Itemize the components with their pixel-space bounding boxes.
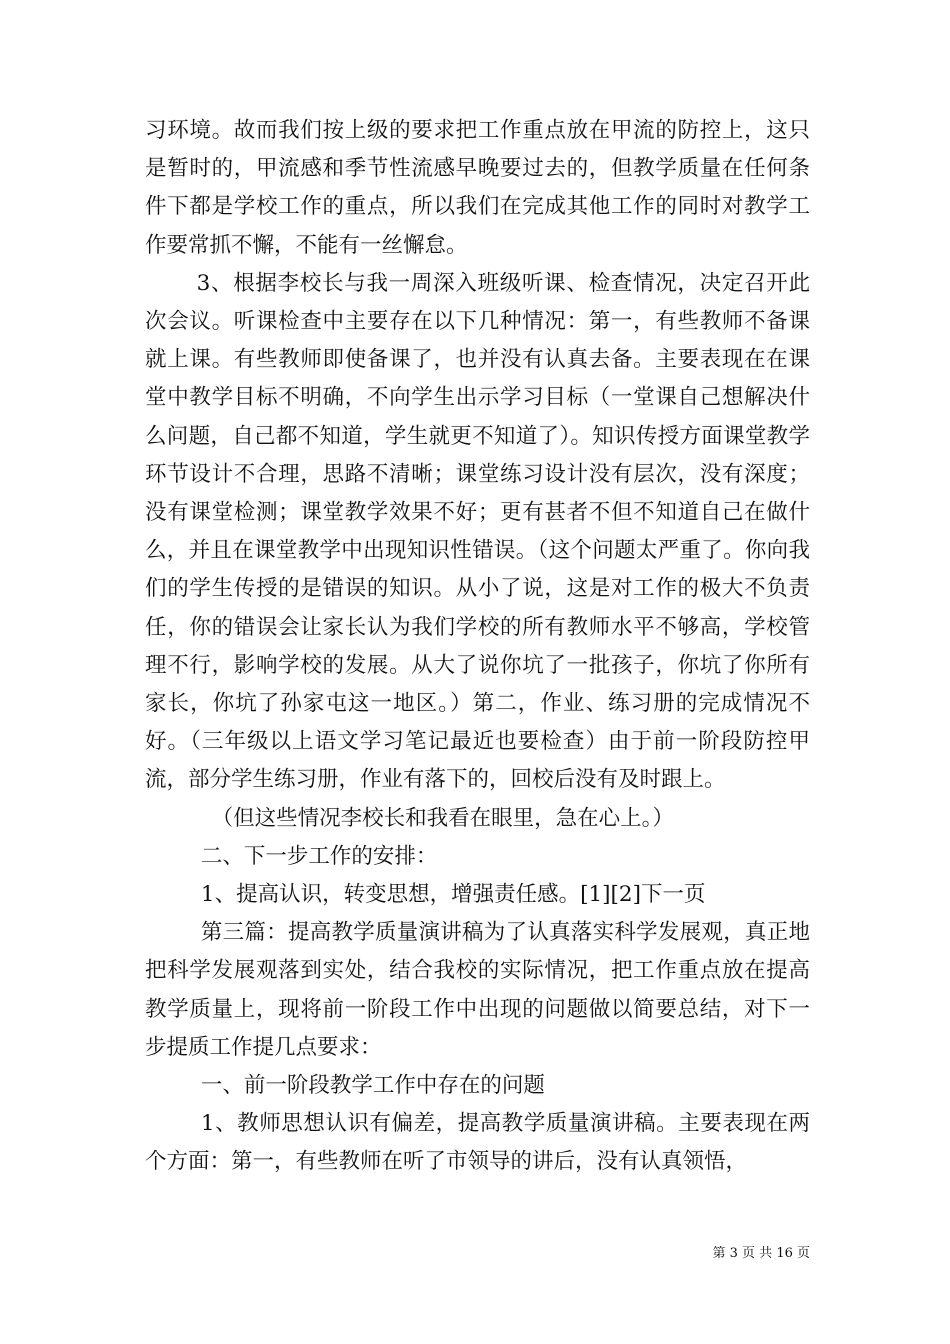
paragraph: 3、根据李校长与我一周深入班级听课、检查情况，决定召开此次会议。听课检查中主要存在以下几种情况：第一，有些教师不备课就上课。有些教师即使备课了，也并没有认真去备。主要表现在在课堂中教学目标不明确，不向学生出示学习目标（一堂课自己想解决什么问题，自己都不知道，学生就更不知道了）。知识传授方面课堂教学环节设计不合理，思路不清晰；课堂练习设计没有层次，没有深度；没有课堂检测；课堂教学效果不好；更有甚者不但不知道自己在做什么，并且在课堂教学中出现知识性错误。（这个问题太严重了。你向我们的学生传授的是错误的知识。从小了说，这是对工作的极大不负责任，你的错误会让家长认为我们学校的所有教师水平不够高，学校管理不行，影响学校的发展。从大了说你坑了一批孩子，你坑了你所有家长，你坑了孙家屯这一地区。）第二，作业、练习册的完成情况不好。（三年级以上语文学习笔记最近也要检查）由于前一阶段防控甲流，部分学生练习册，作业有落下的，回校后没有及时跟上。 (145, 270, 810, 793)
page-number-footer: 第 3 页 共 16 页 (712, 1246, 810, 1261)
paragraph: 1、提高认识，转变思想，增强责任感。[1][2]下一页 (200, 882, 706, 908)
paragraph: 习环境。故而我们按上级的要求把工作重点放在甲流的防控上，这只是暂时的，甲流感和季节性流感早晚要过去的，但教学质量在任何条件下都是学校工作的重点，所以我们在完成其他工作的同时对教学工作要常抓不懈，不能有一丝懈怠。 (145, 118, 810, 258)
paragraph: （但这些情况李校长和我看在眼里，急在心上。） (211, 805, 674, 831)
paragraph: 一、前一阶段教学工作中存在的问题 (200, 1073, 545, 1099)
document-body (145, 112, 810, 1182)
paragraph: 第三篇：提高教学质量演讲稿为了认真落实科学发展观，真正地把科学发展观落到实处，结合我校的实际情况，把工作重点放在提高教学质量上，现将前一阶段工作中出现的问题做以简要总结，对下一步提质工作提几点要求： (145, 920, 810, 1060)
paragraph: 二、下一步工作的安排： (200, 843, 438, 869)
paragraph: 1、教师思想认识有偏差，提高教学质量演讲稿。主要表现在两个方面：第一，有些教师在听了市领导的讲后，没有认真领悟， (145, 1111, 810, 1175)
